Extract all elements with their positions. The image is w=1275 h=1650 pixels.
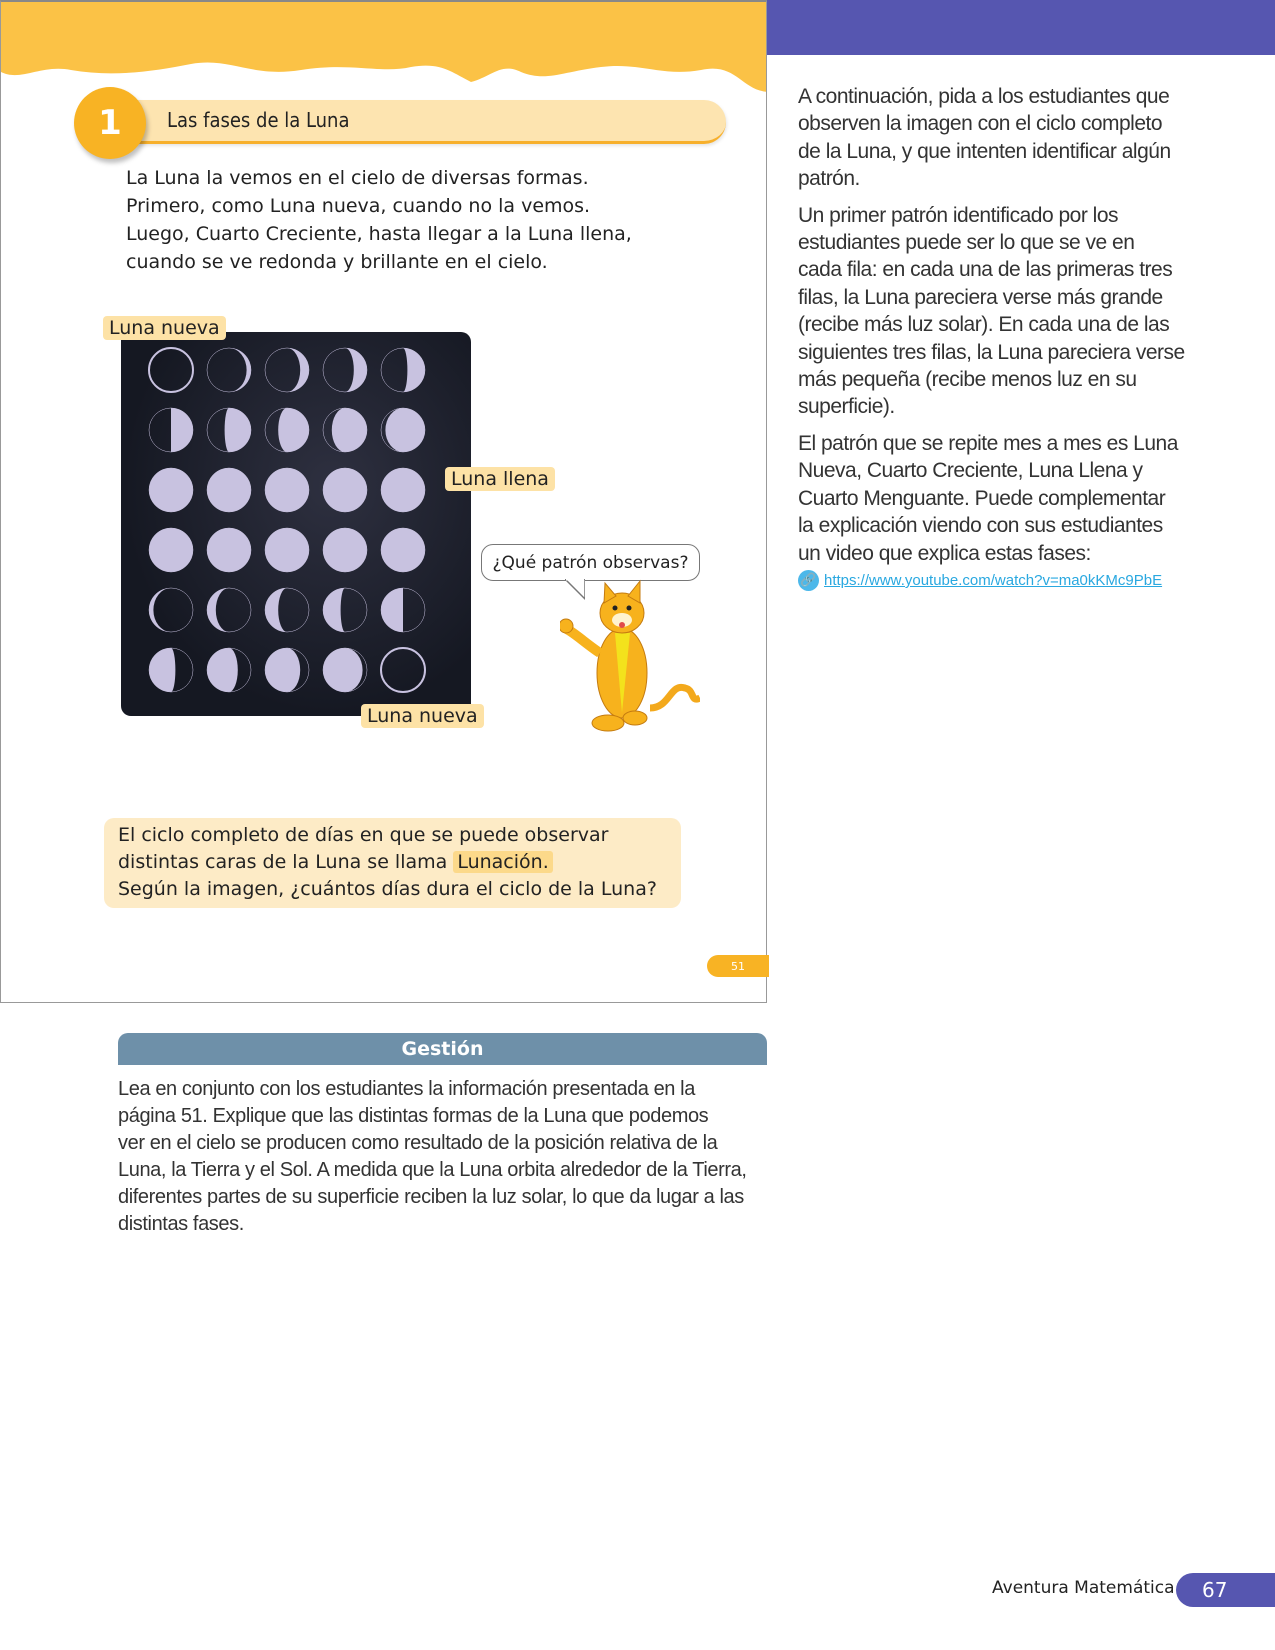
- moon-phase: [207, 588, 251, 632]
- label-new-moon-bottom: Luna nueva: [361, 704, 484, 728]
- label-full-moon: Luna llena: [445, 467, 555, 491]
- guide-line: cada fila: en cada una de las primeras tres: [798, 258, 1173, 282]
- moon-phase: [381, 348, 425, 392]
- guide-line: Cuarto Menguante. Puede complementar: [798, 486, 1166, 510]
- video-url[interactable]: https://www.youtube.com/watch?v=ma0kKMc9PbE: [824, 572, 1163, 589]
- book-title: Aventura Matemática: [992, 1578, 1175, 1598]
- moon-phase: [323, 408, 367, 452]
- header-wave: [1, 2, 767, 97]
- box-text: distintas caras de la Luna se llama: [118, 851, 448, 873]
- guide-line: El patrón que se repite mes a mes es Luna: [798, 431, 1178, 455]
- guide-header-bar: [767, 0, 1275, 55]
- moon-phase: [323, 648, 367, 692]
- guide-line: un video que explica estas fases:: [798, 541, 1091, 565]
- gestion-text: [118, 1076, 778, 1238]
- moon-phase: [207, 468, 251, 512]
- guide-column: [798, 83, 1198, 576]
- guide-line: la explicación viendo con sus estudiantes: [798, 514, 1163, 538]
- moon-phase: [207, 648, 251, 692]
- guide-line: más pequeña (recibe menos luz en su: [798, 368, 1137, 392]
- intro-line: La Luna la vemos en el cielo de diversas formas.: [126, 167, 589, 189]
- moon-phase: [149, 648, 193, 692]
- box-line: El ciclo completo de días en que se puede observar: [118, 824, 609, 846]
- gestion-line: distintas fases.: [118, 1213, 244, 1235]
- moon-phase: [381, 408, 425, 452]
- guide-line: estudiantes puede ser lo que se ve en: [798, 231, 1135, 255]
- gestion-header: Gestión: [118, 1033, 767, 1065]
- gestion-line: Luna, la Tierra y el Sol. A medida que la Luna orbita alrededor de la Tierra,: [118, 1159, 747, 1181]
- guide-paragraph: [798, 202, 1198, 421]
- guide-line: (recibe más luz solar). En cada una de las: [798, 313, 1170, 337]
- gestion-line: diferentes partes de su superficie reciben la luz solar, lo que da lugar a las: [118, 1186, 744, 1208]
- guide-line: de la Luna, y que intenten identificar algún: [798, 139, 1171, 163]
- guide-paragraph: [798, 83, 1198, 193]
- guide-page-number: 67: [1176, 1573, 1275, 1607]
- moon-phase: [265, 648, 309, 692]
- moon-phase: [149, 348, 193, 392]
- lesson-title: Las fases de la Luna: [167, 108, 350, 132]
- moon-phase: [149, 528, 193, 572]
- gestion-line: página 51. Explique que las distintas formas de la Luna que podemos: [118, 1105, 709, 1127]
- moon-phase: [265, 468, 309, 512]
- guide-paragraph: [798, 430, 1198, 567]
- box-line: Según la imagen, ¿cuántos días dura el ciclo de la Luna?: [118, 878, 657, 900]
- box-line: [118, 849, 667, 876]
- gestion-line: ver en el cielo se producen como resultado de la posición relativa de la: [118, 1132, 718, 1154]
- moon-phase: [381, 648, 425, 692]
- guide-line: observen la imagen con el ciclo completo: [798, 112, 1163, 136]
- guide-line: Un primer patrón identificado por los: [798, 203, 1119, 227]
- moon-phase: [207, 408, 251, 452]
- intro-line: Primero, como Luna nueva, cuando no la vemos.: [126, 195, 591, 217]
- guide-line: filas, la Luna pareciera verse más grande: [798, 285, 1163, 309]
- moon-phase: [381, 468, 425, 512]
- lesson-number: 1: [74, 87, 146, 159]
- moon-phase: [149, 468, 193, 512]
- intro-line: Luego, Cuarto Creciente, hasta llegar a la Luna llena,: [126, 223, 632, 245]
- moon-phase: [149, 588, 193, 632]
- intro-line: cuando se ve redonda y brillante en el cielo.: [126, 251, 548, 273]
- moon-phase: [207, 528, 251, 572]
- moon-phase: [265, 348, 309, 392]
- guide-line: Nueva, Cuarto Creciente, Luna Llena y: [798, 459, 1143, 483]
- moon-phases-image: [121, 332, 471, 716]
- moon-phase: [323, 468, 367, 512]
- moon-phase: [323, 588, 367, 632]
- guide-line: patrón.: [798, 167, 860, 191]
- cat-mascot-illustration: [560, 578, 700, 738]
- lunation-question-box: [104, 818, 681, 908]
- speech-bubble: ¿Qué patrón observas?: [481, 544, 700, 581]
- intro-text: [126, 164, 632, 276]
- moon-phase: [265, 528, 309, 572]
- moon-phase: [149, 408, 193, 452]
- link-icon: 🔗: [798, 570, 819, 591]
- guide-line: siguientes tres filas, la Luna pareciera verse: [798, 340, 1185, 364]
- guide-line: A continuación, pida a los estudiantes que: [798, 85, 1170, 108]
- moon-phase: [323, 348, 367, 392]
- video-link[interactable]: [798, 570, 1162, 591]
- moon-phase: [381, 528, 425, 572]
- moon-phase: [381, 588, 425, 632]
- lunacion-highlight: Lunación.: [453, 851, 552, 873]
- gestion-line: Lea en conjunto con los estudiantes la información presentada en la: [118, 1078, 695, 1100]
- moon-phase: [323, 528, 367, 572]
- guide-line: superficie).: [798, 395, 895, 419]
- moon-phase: [265, 588, 309, 632]
- student-page-number: 51: [707, 955, 769, 977]
- moon-phase: [265, 408, 309, 452]
- label-new-moon-top: Luna nueva: [103, 316, 226, 340]
- moon-phase: [207, 348, 251, 392]
